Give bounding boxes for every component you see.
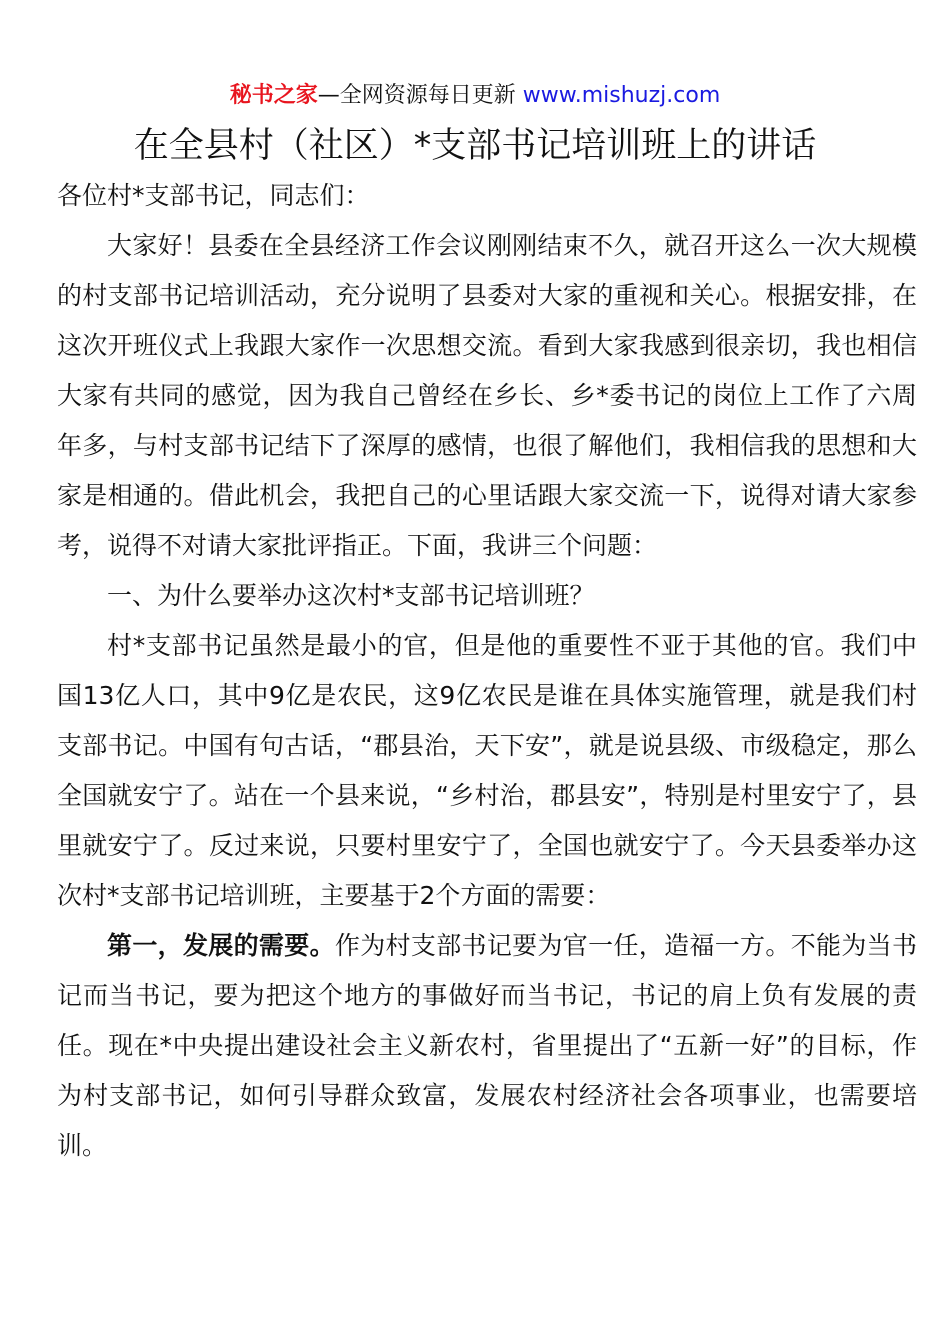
brand-name: 秘书之家 [229, 83, 318, 108]
point-1-lead: 第一，发展的需要。 [107, 931, 335, 960]
site-header [0, 80, 950, 112]
paragraph-point-1 [57, 921, 917, 1171]
point-1-text: 作为村支部书记要为官一任，造福一方。不能为当书记而当书记，要为把这个地方的事做好而当书记，书记的肩上负有发展的责任。现在*中央提出建设社会主义新农村，省里提出了“五新一好”的目标，作为村支部书记，如何引导群众致富，发展农村经济社会各项事业，也需要培训。 [57, 931, 917, 1160]
paragraph-intro: 大家好！县委在全县经济工作会议刚刚结束不久，就召开这么一次大规模的村支部书记培训活动，充分说明了县委对大家的重视和关心。根据安排，在这次开班仪式上我跟大家作一次思想交流。看到大家我感到很亲切，我也相信大家有共同的感觉，因为我自己曾经在乡长、乡*委书记的岗位上工作了六周年多，与村支部书记结下了深厚的感情，也很了解他们，我相信我的思想和大家是相通的。借此机会，我把自己的心里话跟大家交流一下，说得对请大家参考，说得不对请大家批评指正。下面，我讲三个问题： [57, 231, 917, 560]
document-body [57, 171, 917, 1171]
document-title: 在全县村（社区）*支部书记培训班上的讲话 [133, 126, 817, 166]
paragraph-section-1: 村*支部书记虽然是最小的官，但是他的重要性不亚于其他的官。我们中国13亿人口，其中9亿是农民，这9亿农民是谁在具体实施管理，就是我们村支部书记。中国有句古话，“郡县治，天下安”，就是说县级、市级稳定，那么全国就安宁了。站在一个县来说，“乡村治，郡县安”，特别是村里安宁了，县里就安宁了。反过来说，只要村里安宁了，全国也就安宁了。今天县委举办这次村*支部书记培训班，主要基于2个方面的需要： [57, 631, 917, 910]
site-url-link[interactable]: www.mishuzj.com [522, 83, 721, 108]
header-tagline: —全网资源每日更新 [317, 83, 516, 108]
salutation: 各位村*支部书记，同志们： [57, 181, 370, 210]
section-heading-1: 一、为什么要举办这次村*支部书记培训班？ [107, 581, 595, 610]
